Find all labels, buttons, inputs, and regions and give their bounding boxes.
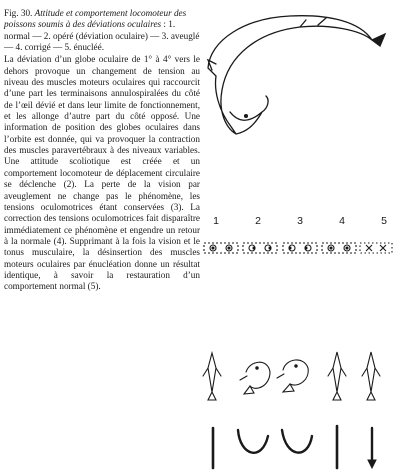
body-paragraph: La déviation d’un globe oculaire de 1° à 4° vers le dehors provoque un changement de tension au niveau des muscles moteurs oculaires qui raccourcit d’une part les terminaisons annulospiralées du côté de l’œil dévié et dans leur limite de fonctionnement, et les allonge d’autre part du côté opposé. Une information de position des globes oculaires dans l’orbite est donnée, qui va provoquer la contraction des muscles paravertébraux à des niveaux variables. Une attitude scoliotique est créée et un comportement locomoteur de déplacement circulaire se déclenche (2). La perte de la vision par aveuglement ne change pas le phénomène, les tensions oculomotrices étant conservées (3). La correction des tensions oculomotrices fait disparaître immédiatement ce phénomène et engendre un retour à la normale (4). Supprimant à la fois la vision et le tonus musculaire, la désinsertion des muscles moteurs oculaires par énucléation donne un résultat identique, à savoir la restauration d’un comportement normal (5). (4, 54, 200, 292)
trajectory-row (213, 426, 376, 468)
trajectory-2 (238, 430, 268, 453)
fish-posture-3 (277, 360, 308, 392)
caption-label: Fig. 30. (4, 8, 33, 18)
caption-legend: : 1. normal — 2. opéré (déviation oculaire) — 3. aveuglé — 4. corrigé — 5. énucléé. (4, 19, 200, 53)
fish-posture-row (203, 352, 380, 400)
fish-posture-2 (240, 362, 270, 394)
curved-fish-drawing (208, 16, 385, 134)
figure-number-2: 2 (255, 215, 261, 227)
text-column (4, 8, 200, 293)
figure-number-1: 1 (213, 215, 219, 227)
trajectory-3 (282, 430, 312, 453)
figure-number-5: 5 (381, 215, 387, 227)
eye-symbols-row (204, 243, 392, 253)
figure-number-3: 3 (297, 215, 303, 227)
fish-posture-4 (328, 352, 346, 400)
figure-number-4: 4 (339, 215, 345, 227)
fish-posture-1 (203, 353, 221, 400)
figure-numbers (205, 215, 395, 227)
figure-caption (4, 8, 200, 53)
caption-title: Attitude et comportement locomoteur des poissons soumis à des déviations oculaires (4, 8, 187, 30)
fish-posture-5 (362, 352, 380, 400)
